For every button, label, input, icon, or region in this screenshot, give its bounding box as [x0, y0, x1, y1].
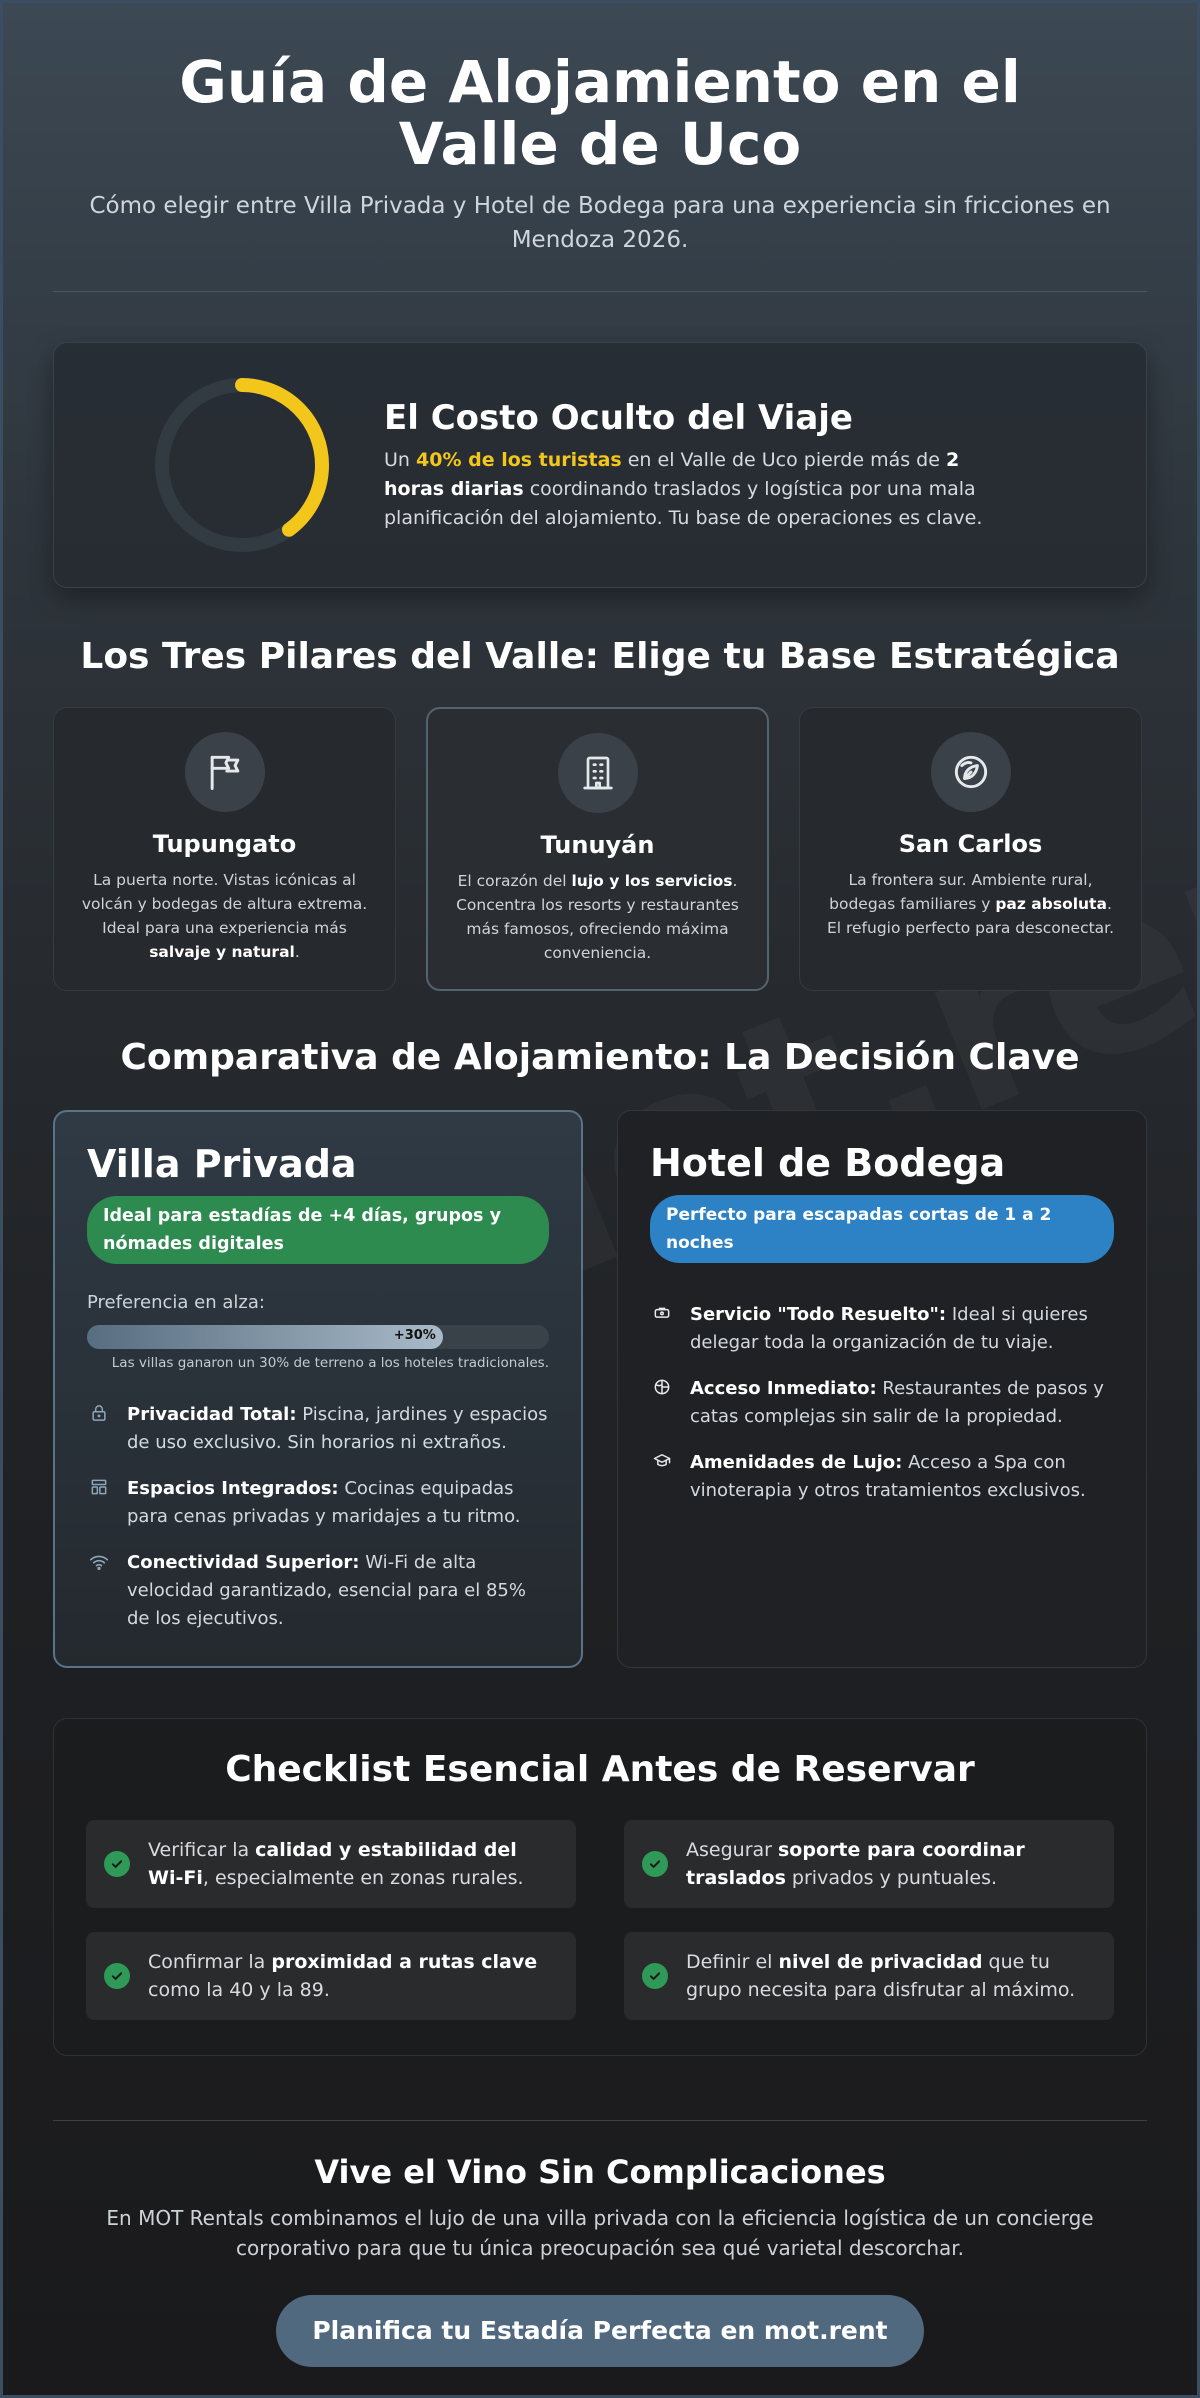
pillar-description: El corazón del lujo y los servicios. Concentra los resorts y restaurantes más famosos, ofreciendo máxima conveniencia. — [456, 872, 739, 962]
pillars-grid — [53, 707, 1147, 991]
divider — [53, 291, 1147, 292]
feature-item: Acceso Inmediato: Restaurantes de pasos y catas complejas sin salir de la propiedad. — [650, 1375, 1114, 1431]
pillar-name: Tupungato — [152, 830, 297, 858]
lock-icon — [87, 1403, 111, 1427]
feature-item: Servicio "Todo Resuelto": Ideal si quieres delegar toda la organización de tu viaje. — [650, 1301, 1114, 1357]
hours-stat: 2 horas diarias — [384, 448, 960, 500]
building-icon — [558, 733, 638, 813]
wine-icon — [650, 1377, 674, 1401]
spa-icon — [650, 1451, 674, 1475]
tourist-stat: 40% de los turistas — [416, 448, 622, 471]
cost-title: El Costo Oculto del Viaje — [384, 397, 853, 438]
villa-badge: Ideal para estadías de +4 días, grupos y nómades digitales — [87, 1196, 549, 1264]
feature-item: Espacios Integrados: Cocinas equipadas para cenas privadas y maridajes a tu ritmo. — [87, 1475, 549, 1531]
comparison-title: Comparativa de Alojamiento: La Decisión Clave — [120, 1037, 1080, 1078]
villa-title: Villa Privada — [87, 1142, 357, 1186]
pillar-card-tunuyan[interactable] — [426, 707, 769, 991]
page-subtitle: Cómo elegir entre Villa Privada y Hotel de Bodega para una experiencia sin fricciones en Mendoza 2026. — [89, 193, 1111, 253]
header — [53, 3, 1147, 292]
page-title: Guía de Alojamiento en el Valle de Uco — [179, 48, 1021, 178]
checklist-item: Asegurar soporte para coordinar traslados privados y puntuales. — [624, 1820, 1114, 1908]
hotel-features — [650, 1301, 1114, 1505]
pillars-title: Los Tres Pilares del Valle: Elige tu Base Estratégica — [80, 636, 1120, 677]
preference-bar-label: +30% — [393, 1328, 436, 1343]
pillar-name: Tunuyán — [540, 831, 655, 859]
progress-ring — [152, 375, 332, 555]
cta-button[interactable]: Planifica tu Estadía Perfecta en mot.rent — [276, 2295, 924, 2367]
checklist-item: Definir el nivel de privacidad que tu grupo necesita para disfrutar al máximo. — [624, 1932, 1114, 2020]
pillar-card-san-carlos[interactable] — [799, 707, 1142, 991]
leaf-icon — [931, 732, 1011, 812]
preference-note: Las villas ganaron un 30% de terreno a los hoteles tradicionales. — [111, 1355, 549, 1371]
wifi-icon — [87, 1551, 111, 1575]
layout-icon — [87, 1477, 111, 1501]
preference-label: Preferencia en alza: — [87, 1292, 265, 1313]
pillar-description: La frontera sur. Ambiente rural, bodegas familiares y paz absoluta. El refugio perfecto para desconectar. — [826, 871, 1115, 937]
checklist-item: Verificar la calidad y estabilidad del Wi-Fi, especialmente en zonas rurales. — [86, 1820, 576, 1908]
villa-features — [87, 1401, 549, 1633]
check-icon — [104, 1963, 130, 1989]
hotel-badge: Perfecto para escapadas cortas de 1 a 2 noches — [650, 1195, 1114, 1263]
checklist-card — [53, 1718, 1147, 2056]
checklist-grid — [86, 1820, 1114, 2020]
check-icon — [642, 1851, 668, 1877]
comparison-grid — [53, 1110, 1147, 1668]
preference-bar — [87, 1325, 549, 1349]
checklist-title: Checklist Esencial Antes de Reservar — [225, 1749, 975, 1790]
footer — [53, 2121, 1147, 2367]
footer-description: En MOT Rentals combinamos el lujo de una villa privada con la eficiencia logística de un concierge corporativo para que tu única preocupación sea qué varietal descorchar. — [106, 2206, 1094, 2260]
feature-item: Amenidades de Lujo: Acceso a Spa con vinoterapia y otros tratamientos exclusivos. — [650, 1449, 1114, 1505]
check-icon — [642, 1963, 668, 1989]
feature-item: Privacidad Total: Piscina, jardines y espacios de uso exclusivo. Sin horarios ni extraños. — [87, 1401, 549, 1457]
flag-icon — [185, 732, 265, 812]
concierge-icon — [650, 1303, 674, 1327]
preference-bar-fill — [87, 1325, 443, 1349]
pillar-name: San Carlos — [898, 830, 1043, 858]
hidden-cost-card — [53, 342, 1147, 588]
footer-title: Vive el Vino Sin Complicaciones — [314, 2153, 886, 2191]
hotel-title: Hotel de Bodega — [650, 1141, 1006, 1185]
checklist-item: Confirmar la proximidad a rutas clave como la 40 y la 89. — [86, 1932, 576, 2020]
cost-description: Un 40% de los turistas en el Valle de Uco pierde más de 2 horas diarias coordinando traslados y logística por una mala planificación del alojamiento. Tu base de operaciones es clave. — [384, 448, 983, 529]
pillar-description: La puerta norte. Vistas icónicas al volcán y bodegas de altura extrema. Ideal para una experiencia más salvaje y natural. — [81, 871, 368, 961]
feature-item: Conectividad Superior: Wi-Fi de alta velocidad garantizado, esencial para el 85% de los ejecutivos. — [87, 1549, 549, 1633]
hotel-card — [617, 1110, 1147, 1668]
check-icon — [104, 1851, 130, 1877]
pillar-card-tupungato[interactable] — [53, 707, 396, 991]
villa-card — [53, 1110, 583, 1668]
